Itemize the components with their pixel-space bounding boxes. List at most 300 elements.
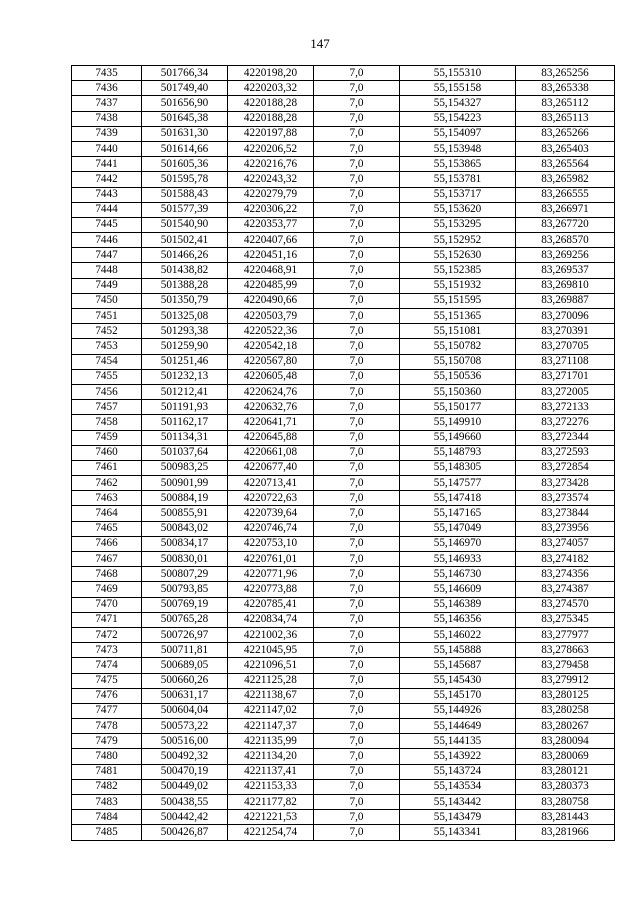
table-row	[72, 491, 615, 506]
x-coordinate-cell: 500492,32	[142, 749, 228, 764]
value-cell: 7,0	[314, 202, 400, 217]
longitude-cell: 83,272854	[516, 460, 615, 475]
longitude-cell: 83,272005	[516, 384, 615, 399]
latitude-cell: 55,147165	[400, 506, 516, 521]
y-coordinate-cell: 4220739,64	[228, 506, 314, 521]
coordinates-table	[71, 65, 615, 841]
x-coordinate-cell: 501766,34	[142, 66, 228, 81]
x-coordinate-cell: 500726,97	[142, 627, 228, 642]
point-number-cell: 7475	[72, 673, 142, 688]
table-row	[72, 157, 615, 172]
y-coordinate-cell: 4220746,74	[228, 521, 314, 536]
x-coordinate-cell: 500983,25	[142, 460, 228, 475]
x-coordinate-cell: 500901,99	[142, 476, 228, 491]
latitude-cell: 55,153295	[400, 217, 516, 232]
x-coordinate-cell: 501212,41	[142, 384, 228, 399]
longitude-cell: 83,280094	[516, 734, 615, 749]
x-coordinate-cell: 500843,02	[142, 521, 228, 536]
latitude-cell: 55,146356	[400, 612, 516, 627]
x-coordinate-cell: 500660,26	[142, 673, 228, 688]
value-cell: 7,0	[314, 810, 400, 825]
latitude-cell: 55,153781	[400, 172, 516, 187]
table-row	[72, 552, 615, 567]
point-number-cell: 7439	[72, 126, 142, 141]
x-coordinate-cell: 501162,17	[142, 415, 228, 430]
value-cell: 7,0	[314, 506, 400, 521]
table-row	[72, 688, 615, 703]
y-coordinate-cell: 4220567,80	[228, 354, 314, 369]
point-number-cell: 7473	[72, 643, 142, 658]
longitude-cell: 83,269537	[516, 263, 615, 278]
longitude-cell: 83,278663	[516, 643, 615, 658]
value-cell: 7,0	[314, 96, 400, 111]
x-coordinate-cell: 501293,38	[142, 324, 228, 339]
y-coordinate-cell: 4221138,67	[228, 688, 314, 703]
latitude-cell: 55,146730	[400, 567, 516, 582]
latitude-cell: 55,143724	[400, 764, 516, 779]
latitude-cell: 55,155158	[400, 81, 516, 96]
y-coordinate-cell: 4220188,28	[228, 111, 314, 126]
table-row	[72, 111, 615, 126]
value-cell: 7,0	[314, 233, 400, 248]
y-coordinate-cell: 4220834,74	[228, 612, 314, 627]
point-number-cell: 7469	[72, 582, 142, 597]
table-row	[72, 187, 615, 202]
latitude-cell: 55,145687	[400, 658, 516, 673]
x-coordinate-cell: 500830,01	[142, 552, 228, 567]
y-coordinate-cell: 4220451,16	[228, 248, 314, 263]
value-cell: 7,0	[314, 293, 400, 308]
value-cell: 7,0	[314, 157, 400, 172]
x-coordinate-cell: 500807,29	[142, 567, 228, 582]
x-coordinate-cell: 500604,04	[142, 703, 228, 718]
point-number-cell: 7457	[72, 400, 142, 415]
longitude-cell: 83,265112	[516, 96, 615, 111]
longitude-cell: 83,273956	[516, 521, 615, 536]
latitude-cell: 55,155310	[400, 66, 516, 81]
value-cell: 7,0	[314, 415, 400, 430]
table-row	[72, 825, 615, 840]
y-coordinate-cell: 4221221,53	[228, 810, 314, 825]
table-row	[72, 324, 615, 339]
longitude-cell: 83,265403	[516, 141, 615, 156]
point-number-cell: 7465	[72, 521, 142, 536]
y-coordinate-cell: 4220407,66	[228, 233, 314, 248]
y-coordinate-cell: 4220542,18	[228, 339, 314, 354]
x-coordinate-cell: 501037,64	[142, 445, 228, 460]
coordinates-table-body	[72, 66, 615, 841]
x-coordinate-cell: 501631,30	[142, 126, 228, 141]
latitude-cell: 55,145170	[400, 688, 516, 703]
table-row	[72, 749, 615, 764]
longitude-cell: 83,274570	[516, 597, 615, 612]
value-cell: 7,0	[314, 627, 400, 642]
y-coordinate-cell: 4221147,02	[228, 703, 314, 718]
table-row	[72, 643, 615, 658]
x-coordinate-cell: 501614,66	[142, 141, 228, 156]
y-coordinate-cell: 4220624,76	[228, 384, 314, 399]
y-coordinate-cell: 4220605,48	[228, 369, 314, 384]
longitude-cell: 83,272344	[516, 430, 615, 445]
x-coordinate-cell: 501577,39	[142, 202, 228, 217]
latitude-cell: 55,145430	[400, 673, 516, 688]
latitude-cell: 55,147418	[400, 491, 516, 506]
value-cell: 7,0	[314, 552, 400, 567]
point-number-cell: 7470	[72, 597, 142, 612]
table-row	[72, 172, 615, 187]
point-number-cell: 7462	[72, 476, 142, 491]
table-row	[72, 430, 615, 445]
value-cell: 7,0	[314, 749, 400, 764]
longitude-cell: 83,272133	[516, 400, 615, 415]
point-number-cell: 7479	[72, 734, 142, 749]
x-coordinate-cell: 501588,43	[142, 187, 228, 202]
latitude-cell: 55,148793	[400, 445, 516, 460]
x-coordinate-cell: 501438,82	[142, 263, 228, 278]
latitude-cell: 55,146609	[400, 582, 516, 597]
y-coordinate-cell: 4220522,36	[228, 324, 314, 339]
x-coordinate-cell: 500884,19	[142, 491, 228, 506]
y-coordinate-cell: 4220641,71	[228, 415, 314, 430]
value-cell: 7,0	[314, 339, 400, 354]
x-coordinate-cell: 501595,78	[142, 172, 228, 187]
x-coordinate-cell: 500765,28	[142, 612, 228, 627]
value-cell: 7,0	[314, 187, 400, 202]
latitude-cell: 55,153948	[400, 141, 516, 156]
point-number-cell: 7460	[72, 445, 142, 460]
table-row	[72, 476, 615, 491]
x-coordinate-cell: 500449,02	[142, 779, 228, 794]
x-coordinate-cell: 500573,22	[142, 719, 228, 734]
latitude-cell: 55,150177	[400, 400, 516, 415]
point-number-cell: 7443	[72, 187, 142, 202]
point-number-cell: 7449	[72, 278, 142, 293]
longitude-cell: 83,270391	[516, 324, 615, 339]
value-cell: 7,0	[314, 703, 400, 718]
longitude-cell: 83,265266	[516, 126, 615, 141]
table-row	[72, 293, 615, 308]
value-cell: 7,0	[314, 172, 400, 187]
longitude-cell: 83,280121	[516, 764, 615, 779]
point-number-cell: 7478	[72, 719, 142, 734]
table-row	[72, 673, 615, 688]
longitude-cell: 83,269256	[516, 248, 615, 263]
latitude-cell: 55,151365	[400, 309, 516, 324]
point-number-cell: 7440	[72, 141, 142, 156]
value-cell: 7,0	[314, 263, 400, 278]
x-coordinate-cell: 501325,08	[142, 309, 228, 324]
x-coordinate-cell: 500689,05	[142, 658, 228, 673]
x-coordinate-cell: 500793,85	[142, 582, 228, 597]
x-coordinate-cell: 501350,79	[142, 293, 228, 308]
point-number-cell: 7464	[72, 506, 142, 521]
point-number-cell: 7485	[72, 825, 142, 840]
latitude-cell: 55,150360	[400, 384, 516, 399]
y-coordinate-cell: 4221147,37	[228, 719, 314, 734]
value-cell: 7,0	[314, 141, 400, 156]
longitude-cell: 83,265113	[516, 111, 615, 126]
point-number-cell: 7442	[72, 172, 142, 187]
value-cell: 7,0	[314, 795, 400, 810]
x-coordinate-cell: 500516,00	[142, 734, 228, 749]
latitude-cell: 55,151595	[400, 293, 516, 308]
point-number-cell: 7476	[72, 688, 142, 703]
x-coordinate-cell: 501656,90	[142, 96, 228, 111]
point-number-cell: 7448	[72, 263, 142, 278]
x-coordinate-cell: 501645,38	[142, 111, 228, 126]
latitude-cell: 55,154327	[400, 96, 516, 111]
point-number-cell: 7436	[72, 81, 142, 96]
latitude-cell: 55,143534	[400, 779, 516, 794]
value-cell: 7,0	[314, 400, 400, 415]
longitude-cell: 83,265338	[516, 81, 615, 96]
longitude-cell: 83,274057	[516, 536, 615, 551]
value-cell: 7,0	[314, 460, 400, 475]
x-coordinate-cell: 501388,28	[142, 278, 228, 293]
value-cell: 7,0	[314, 324, 400, 339]
y-coordinate-cell: 4220197,88	[228, 126, 314, 141]
longitude-cell: 83,265256	[516, 66, 615, 81]
y-coordinate-cell: 4220753,10	[228, 536, 314, 551]
y-coordinate-cell: 4221153,33	[228, 779, 314, 794]
y-coordinate-cell: 4220468,91	[228, 263, 314, 278]
y-coordinate-cell: 4220203,32	[228, 81, 314, 96]
longitude-cell: 83,279912	[516, 673, 615, 688]
table-row	[72, 202, 615, 217]
y-coordinate-cell: 4220661,08	[228, 445, 314, 460]
longitude-cell: 83,274182	[516, 552, 615, 567]
y-coordinate-cell: 4221134,20	[228, 749, 314, 764]
x-coordinate-cell: 501191,93	[142, 400, 228, 415]
table-row	[72, 597, 615, 612]
point-number-cell: 7437	[72, 96, 142, 111]
value-cell: 7,0	[314, 536, 400, 551]
y-coordinate-cell: 4220485,99	[228, 278, 314, 293]
value-cell: 7,0	[314, 688, 400, 703]
longitude-cell: 83,270096	[516, 309, 615, 324]
latitude-cell: 55,143479	[400, 810, 516, 825]
y-coordinate-cell: 4220490,66	[228, 293, 314, 308]
latitude-cell: 55,145888	[400, 643, 516, 658]
longitude-cell: 83,273844	[516, 506, 615, 521]
value-cell: 7,0	[314, 734, 400, 749]
value-cell: 7,0	[314, 66, 400, 81]
page-number: 147	[310, 36, 330, 51]
latitude-cell: 55,153865	[400, 157, 516, 172]
x-coordinate-cell: 501251,46	[142, 354, 228, 369]
y-coordinate-cell: 4221096,51	[228, 658, 314, 673]
table-row	[72, 810, 615, 825]
table-row	[72, 445, 615, 460]
point-number-cell: 7447	[72, 248, 142, 263]
value-cell: 7,0	[314, 719, 400, 734]
x-coordinate-cell: 500426,87	[142, 825, 228, 840]
longitude-cell: 83,271108	[516, 354, 615, 369]
y-coordinate-cell: 4220503,79	[228, 309, 314, 324]
latitude-cell: 55,153620	[400, 202, 516, 217]
x-coordinate-cell: 501232,13	[142, 369, 228, 384]
x-coordinate-cell: 501749,40	[142, 81, 228, 96]
point-number-cell: 7444	[72, 202, 142, 217]
latitude-cell: 55,143442	[400, 795, 516, 810]
point-number-cell: 7452	[72, 324, 142, 339]
latitude-cell: 55,152630	[400, 248, 516, 263]
point-number-cell: 7472	[72, 627, 142, 642]
point-number-cell: 7467	[72, 552, 142, 567]
latitude-cell: 55,144926	[400, 703, 516, 718]
longitude-cell: 83,272276	[516, 415, 615, 430]
point-number-cell: 7441	[72, 157, 142, 172]
x-coordinate-cell: 501540,90	[142, 217, 228, 232]
longitude-cell: 83,273574	[516, 491, 615, 506]
latitude-cell: 55,147049	[400, 521, 516, 536]
latitude-cell: 55,150708	[400, 354, 516, 369]
point-number-cell: 7480	[72, 749, 142, 764]
point-number-cell: 7435	[72, 66, 142, 81]
longitude-cell: 83,268570	[516, 233, 615, 248]
value-cell: 7,0	[314, 476, 400, 491]
longitude-cell: 83,281966	[516, 825, 615, 840]
longitude-cell: 83,273428	[516, 476, 615, 491]
x-coordinate-cell: 500442,42	[142, 810, 228, 825]
longitude-cell: 83,271701	[516, 369, 615, 384]
latitude-cell: 55,146970	[400, 536, 516, 551]
table-row	[72, 582, 615, 597]
latitude-cell: 55,149660	[400, 430, 516, 445]
y-coordinate-cell: 4220216,76	[228, 157, 314, 172]
point-number-cell: 7477	[72, 703, 142, 718]
y-coordinate-cell: 4220785,41	[228, 597, 314, 612]
value-cell: 7,0	[314, 111, 400, 126]
x-coordinate-cell: 500855,91	[142, 506, 228, 521]
value-cell: 7,0	[314, 567, 400, 582]
table-row	[72, 764, 615, 779]
latitude-cell: 55,148305	[400, 460, 516, 475]
latitude-cell: 55,151932	[400, 278, 516, 293]
point-number-cell: 7446	[72, 233, 142, 248]
table-row	[72, 567, 615, 582]
longitude-cell: 83,281443	[516, 810, 615, 825]
table-row	[72, 460, 615, 475]
longitude-cell: 83,280258	[516, 703, 615, 718]
value-cell: 7,0	[314, 126, 400, 141]
point-number-cell: 7481	[72, 764, 142, 779]
table-row	[72, 400, 615, 415]
point-number-cell: 7461	[72, 460, 142, 475]
latitude-cell: 55,144649	[400, 719, 516, 734]
longitude-cell: 83,266971	[516, 202, 615, 217]
table-row	[72, 278, 615, 293]
longitude-cell: 83,266555	[516, 187, 615, 202]
point-number-cell: 7471	[72, 612, 142, 627]
latitude-cell: 55,152952	[400, 233, 516, 248]
value-cell: 7,0	[314, 612, 400, 627]
y-coordinate-cell: 4220773,88	[228, 582, 314, 597]
table-row	[72, 536, 615, 551]
table-row	[72, 658, 615, 673]
value-cell: 7,0	[314, 278, 400, 293]
table-row	[72, 795, 615, 810]
y-coordinate-cell: 4220353,77	[228, 217, 314, 232]
y-coordinate-cell: 4221135,99	[228, 734, 314, 749]
table-row	[72, 612, 615, 627]
latitude-cell: 55,147577	[400, 476, 516, 491]
latitude-cell: 55,153717	[400, 187, 516, 202]
table-row	[72, 96, 615, 111]
longitude-cell: 83,280069	[516, 749, 615, 764]
value-cell: 7,0	[314, 764, 400, 779]
table-row	[72, 719, 615, 734]
point-number-cell: 7483	[72, 795, 142, 810]
point-number-cell: 7459	[72, 430, 142, 445]
longitude-cell: 83,280373	[516, 779, 615, 794]
x-coordinate-cell: 500711,81	[142, 643, 228, 658]
x-coordinate-cell: 501605,36	[142, 157, 228, 172]
latitude-cell: 55,146933	[400, 552, 516, 567]
point-number-cell: 7468	[72, 567, 142, 582]
value-cell: 7,0	[314, 384, 400, 399]
longitude-cell: 83,265564	[516, 157, 615, 172]
y-coordinate-cell: 4221125,28	[228, 673, 314, 688]
y-coordinate-cell: 4220632,76	[228, 400, 314, 415]
value-cell: 7,0	[314, 369, 400, 384]
longitude-cell: 83,274356	[516, 567, 615, 582]
longitude-cell: 83,277977	[516, 627, 615, 642]
latitude-cell: 55,154097	[400, 126, 516, 141]
table-row	[72, 734, 615, 749]
point-number-cell: 7453	[72, 339, 142, 354]
x-coordinate-cell: 501259,90	[142, 339, 228, 354]
longitude-cell: 83,280125	[516, 688, 615, 703]
point-number-cell: 7456	[72, 384, 142, 399]
longitude-cell: 83,265982	[516, 172, 615, 187]
longitude-cell: 83,274387	[516, 582, 615, 597]
y-coordinate-cell: 4220722,63	[228, 491, 314, 506]
y-coordinate-cell: 4221177,82	[228, 795, 314, 810]
value-cell: 7,0	[314, 81, 400, 96]
value-cell: 7,0	[314, 825, 400, 840]
longitude-cell: 83,270705	[516, 339, 615, 354]
y-coordinate-cell: 4221254,74	[228, 825, 314, 840]
table-row	[72, 81, 615, 96]
y-coordinate-cell: 4220761,01	[228, 552, 314, 567]
x-coordinate-cell: 500438,55	[142, 795, 228, 810]
longitude-cell: 83,280267	[516, 719, 615, 734]
point-number-cell: 7466	[72, 536, 142, 551]
value-cell: 7,0	[314, 445, 400, 460]
table-row	[72, 703, 615, 718]
value-cell: 7,0	[314, 309, 400, 324]
value-cell: 7,0	[314, 354, 400, 369]
table-row	[72, 263, 615, 278]
point-number-cell: 7451	[72, 309, 142, 324]
y-coordinate-cell: 4220306,22	[228, 202, 314, 217]
longitude-cell: 83,280758	[516, 795, 615, 810]
point-number-cell: 7438	[72, 111, 142, 126]
table-row	[72, 339, 615, 354]
table-row	[72, 779, 615, 794]
latitude-cell: 55,146022	[400, 627, 516, 642]
value-cell: 7,0	[314, 491, 400, 506]
value-cell: 7,0	[314, 673, 400, 688]
table-row	[72, 141, 615, 156]
value-cell: 7,0	[314, 658, 400, 673]
latitude-cell: 55,146389	[400, 597, 516, 612]
x-coordinate-cell: 501466,26	[142, 248, 228, 263]
y-coordinate-cell: 4220188,28	[228, 96, 314, 111]
y-coordinate-cell: 4220645,88	[228, 430, 314, 445]
longitude-cell: 83,275345	[516, 612, 615, 627]
